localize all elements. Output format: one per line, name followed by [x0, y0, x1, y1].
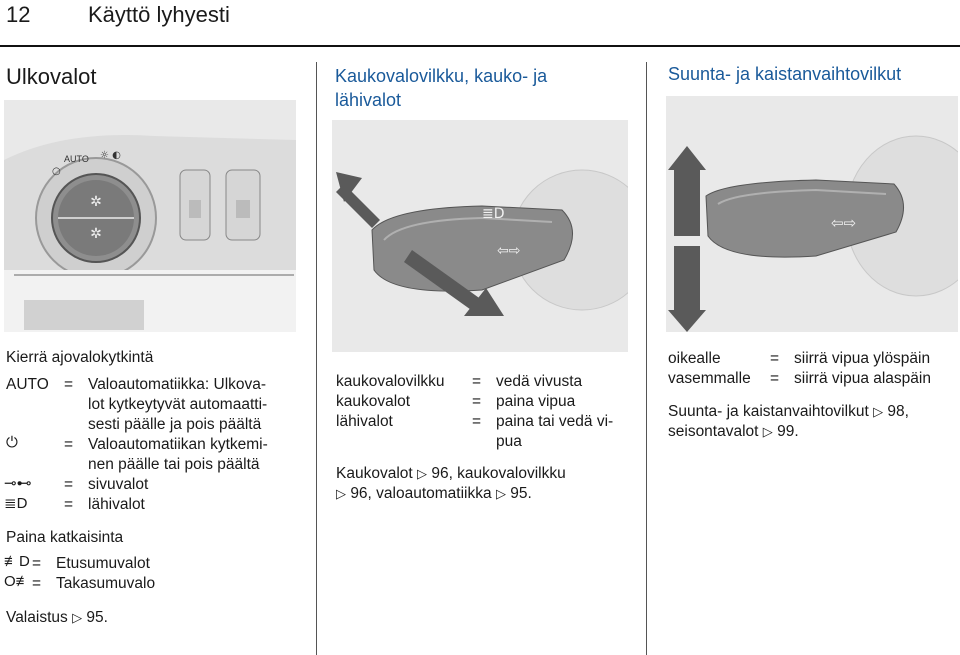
right-refs-line1 — [668, 402, 909, 422]
rear-fog-eq: = — [32, 575, 42, 592]
section-title-turn-signals: Suunta- ja kaistanvaihtovilkut — [668, 64, 902, 84]
low-beam-stalk-desc-line2: pua — [496, 433, 522, 450]
low-beam-key: lähivalot — [336, 413, 393, 430]
chapter-title: Käyttö lyhyesti — [88, 2, 230, 27]
page-ref-arrow-icon: ▷ — [336, 486, 346, 501]
left-turn-desc: siirrä vipua alaspäin — [794, 370, 931, 387]
front-fog-icon: ≢D — [4, 553, 30, 570]
high-beam-desc: paina vipua — [496, 393, 576, 410]
middle-ref-page-95[interactable]: 95. — [510, 485, 532, 502]
svg-text:⇦⇨: ⇦⇨ — [497, 243, 521, 259]
section-title-headlight-flasher — [335, 64, 615, 112]
left-turn-eq: = — [770, 370, 780, 387]
header-rule — [0, 45, 960, 47]
auto-desc-line2: lot kytkeytyvät automaatti- — [88, 396, 268, 413]
low-beam-desc: lähivalot — [88, 496, 145, 513]
lighting-ref-text: Valaistus — [6, 609, 68, 626]
page-ref-arrow-icon: ▷ — [495, 486, 506, 501]
flasher-key: kaukovalovilkku — [336, 373, 445, 390]
right-turn-eq: = — [770, 350, 780, 367]
low-beam-icon: ≣D — [4, 495, 28, 512]
light-switch-figure — [4, 100, 296, 332]
flasher-eq: = — [472, 373, 482, 390]
power-desc-line2: nen päälle tai pois päältä — [88, 456, 260, 473]
middle-refs-line1 — [336, 464, 566, 484]
power-eq: = — [64, 436, 74, 453]
svg-text:✲: ✲ — [90, 226, 102, 242]
page-number: 12 — [6, 2, 31, 27]
power-icon: ⏻ — [6, 434, 18, 451]
middle-title-line1: Kaukovalovilkku, kauko- ja — [335, 66, 548, 86]
power-desc-line1: Valoautomatiikan kytkemi- — [88, 436, 268, 453]
rear-fog-icon: O≢ — [4, 573, 31, 590]
page-ref-arrow-icon: ▷ — [417, 466, 428, 481]
column-divider-1 — [316, 62, 317, 655]
auto-desc-line3: sesti päälle ja pois päältä — [88, 416, 262, 433]
auto-eq: = — [64, 376, 74, 393]
left-intro: Kierrä ajovalokytkintä — [6, 349, 154, 366]
sidelights-eq: = — [64, 476, 74, 493]
lighting-ref-page[interactable]: 95. — [86, 609, 108, 626]
switch-heading: Paina katkaisinta — [6, 529, 124, 546]
page-ref-arrow-icon: ▷ — [762, 424, 773, 439]
low-beam-stalk-eq: = — [472, 413, 482, 430]
rear-fog-desc: Takasumuvalo — [56, 575, 156, 592]
high-beam-eq: = — [472, 393, 482, 410]
right-ref-turn-signals: Suunta- ja kaistanvaihtovilkut — [668, 403, 869, 420]
light-switch-illustration — [4, 100, 296, 332]
page-ref-arrow-icon: ▷ — [72, 610, 83, 625]
auto-desc-line1: Valoautomatiikka: Ulkova- — [88, 376, 267, 393]
high-beam-key: kaukovalot — [336, 393, 411, 410]
middle-title-line2: lähivalot — [335, 90, 402, 110]
auto-key: AUTO — [6, 376, 49, 393]
front-fog-desc: Etusumuvalot — [56, 555, 150, 572]
svg-text:≣D: ≣D — [482, 206, 505, 222]
middle-refs-line2 — [336, 484, 532, 504]
middle-ref-page-96b[interactable]: 96, valoautomatiikka — [350, 485, 492, 502]
front-fog-eq: = — [32, 555, 42, 572]
right-turn-desc: siirrä vipua ylöspäin — [794, 350, 931, 367]
right-refs-line2 — [668, 422, 799, 442]
sidelights-icon: ⊸⊷ — [4, 475, 32, 492]
flasher-desc: vedä vivusta — [496, 373, 583, 390]
turn-signal-figure — [666, 96, 958, 332]
svg-text:⇦⇨: ⇦⇨ — [831, 214, 857, 232]
svg-text:✲: ✲ — [90, 194, 102, 210]
svg-text:○: ○ — [52, 166, 61, 177]
headlight-stalk-figure — [332, 120, 628, 352]
low-beam-stalk-desc-line1: paina tai vedä vi- — [496, 413, 614, 430]
sidelights-desc: sivuvalot — [88, 476, 149, 493]
middle-ref-page-96a[interactable]: 96, kaukovalovilkku — [431, 465, 566, 482]
right-ref-parking-lights: seisontavalot — [668, 423, 759, 440]
turn-signal-illustration — [666, 96, 958, 332]
column-divider-2 — [646, 62, 647, 655]
right-ref-page-99[interactable]: 99. — [777, 423, 799, 440]
low-beam-eq: = — [64, 496, 74, 513]
right-turn-key: oikealle — [668, 350, 721, 367]
svg-text:☼ ◐: ☼ ◐ — [100, 150, 121, 161]
svg-text:AUTO: AUTO — [64, 154, 89, 164]
right-ref-page-98[interactable]: 98, — [887, 403, 909, 420]
lighting-reference — [6, 608, 108, 628]
page-ref-arrow-icon: ▷ — [873, 404, 884, 419]
headlight-stalk-illustration — [332, 120, 628, 352]
section-title-exterior-lights: Ulkovalot — [6, 64, 97, 89]
left-turn-key: vasemmalle — [668, 370, 751, 387]
middle-ref-high-beam: Kaukovalot — [336, 465, 413, 482]
